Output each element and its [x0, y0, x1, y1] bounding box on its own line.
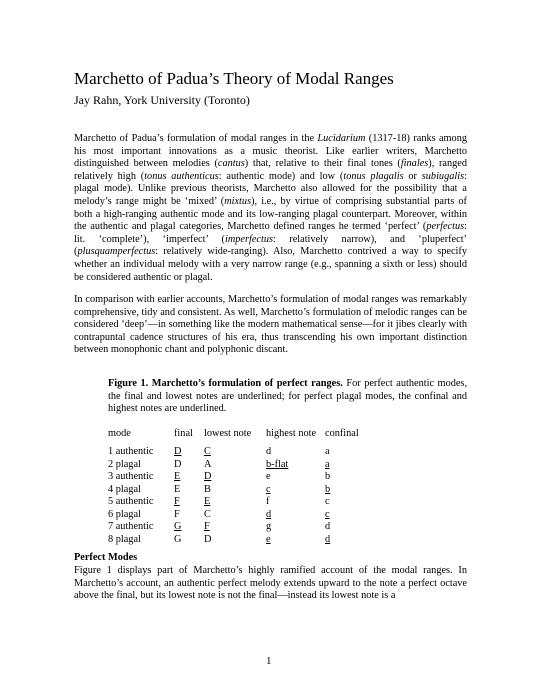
- cell-mode: 5 authentic: [108, 496, 154, 507]
- modal-ranges-table: [108, 428, 375, 546]
- italic-term: Lucidarium: [317, 133, 366, 144]
- cell-final: F: [174, 496, 180, 507]
- cell-highest-note: e: [266, 533, 271, 545]
- figure-caption-text: For perfect authentic modes, the final and lowest notes are underlined; for perfect plagal modes, the confinal and highest notes are underlined.: [108, 378, 468, 415]
- cell-lowest-note: C: [204, 508, 211, 520]
- cell-final: D: [174, 446, 182, 457]
- table-row: [108, 496, 375, 509]
- cell-lowest-note: B: [204, 483, 211, 495]
- column-header-confinal: confinal: [325, 428, 359, 439]
- paragraph-perfect-modes: Figure 1 displays part of Marchetto’s highly ramified account of the modal ranges. In Marchetto’s account, an authentic perfect melody extends upward to the note a perfect octave above the final, but its lowest note is not the final—instead its lowest note is a: [74, 565, 467, 602]
- cell-final: E: [174, 471, 181, 482]
- cell-mode: 3 authentic: [108, 471, 154, 482]
- italic-term: mixtus: [224, 195, 252, 207]
- cell-confinal: b: [325, 471, 331, 482]
- cell-mode: 7 authentic: [108, 521, 154, 532]
- cell-highest-note: f: [266, 496, 270, 507]
- page-number: 1: [266, 655, 272, 667]
- cell-final: G: [174, 533, 182, 545]
- column-header-lowest-note: lowest note: [204, 428, 252, 439]
- cell-confinal: a: [325, 446, 330, 457]
- cell-confinal: d: [325, 521, 331, 532]
- cell-final: E: [174, 483, 181, 495]
- column-header-mode: mode: [108, 428, 131, 439]
- cell-highest-note: d: [266, 508, 272, 520]
- cell-final: F: [174, 508, 180, 520]
- section-heading: Perfect Modes: [74, 552, 138, 563]
- italic-term: tonus authenticus: [144, 170, 219, 182]
- cell-lowest-note: C: [204, 446, 211, 457]
- paragraph-comparison: In comparison with earlier accounts, Marchetto’s formulation of modal ranges was remarkably comprehensive, tidy and consistent. As well, Marchetto’s formulation of melodic ranges can be considered ‘deep’—in something like the modern mathematical sense—for it jibes clearly with contrapuntal cadence structures of his era, thus transcending his own important distinction between monophonic chant and polyphonic discant.: [74, 294, 467, 356]
- table-row: [108, 521, 375, 534]
- cell-confinal: d: [325, 533, 331, 545]
- cell-highest-note: d: [266, 446, 272, 457]
- table-row: [108, 446, 375, 459]
- cell-lowest-note: E: [204, 496, 211, 507]
- cell-confinal: b: [325, 483, 331, 495]
- cell-highest-note: e: [266, 471, 271, 482]
- cell-lowest-note: A: [204, 458, 212, 470]
- cell-confinal: c: [325, 496, 330, 507]
- paragraph-intro: Marchetto of Padua’s formulation of modal ranges in the Lucidarium (1317-18) ranks among his most important innovations as a music theorist. Like earlier writers, Marchetto distinguished between melodies (cantus) that, relative to their final tones (finales), ranged relatively high (tonus authenticus: authentic mode) and low (tonus plagalis or subiugalis: plagal mode). Unlike previous theorists, Marchetto also allowed for the possibility that a melody’s range might be ‘mixed’ (mixtus), i.e., by virtue of comprising substantial parts of both a high-ranging authentic mode and its low-ranging plagal counterpart. Moreover, within the authentic and plagal categories, Marchetto defined ranges he termed ‘perfect’ (perfectus: lit. ‘complete’), ‘imperfect’ (imperfectus: relatively narrow), and ‘pluperfect’ (plusquamperfectus: relatively wide-ranging). Also, Marchetto contrived a way to specify whether an individual melody with a very narrow range (e.g., spanning a sixth or less) should be considered authentic or plagal.: [74, 133, 468, 283]
- author-line: Jay Rahn, York University (Toronto): [74, 93, 250, 107]
- italic-term: cantus: [217, 158, 245, 170]
- cell-highest-note: g: [266, 521, 272, 532]
- italic-term: subiugalis: [421, 170, 465, 182]
- cell-final: D: [174, 458, 182, 470]
- column-header-highest-note: highest note: [266, 428, 317, 439]
- cell-mode: 2 plagal: [108, 458, 141, 470]
- cell-mode: 8 plagal: [108, 533, 141, 545]
- page-title: Marchetto of Padua’s Theory of Modal Ranges: [74, 69, 394, 88]
- figure-caption: [108, 378, 467, 416]
- cell-mode: 4 plagal: [108, 483, 141, 495]
- italic-term: imperfectus: [224, 233, 273, 245]
- cell-final: G: [174, 521, 182, 532]
- table-row: [108, 484, 375, 497]
- table-row: [108, 471, 375, 484]
- table-header-row: [108, 428, 375, 446]
- table-row: [108, 509, 375, 522]
- cell-confinal: c: [325, 508, 330, 520]
- cell-lowest-note: F: [204, 521, 210, 532]
- cell-lowest-note: D: [204, 471, 212, 482]
- table-row: [108, 534, 375, 547]
- italic-term: perfectus: [426, 221, 465, 233]
- italic-term: plusquamperfectus: [77, 246, 156, 258]
- cell-highest-note: c: [266, 483, 271, 495]
- cell-mode: 1 authentic: [108, 446, 154, 457]
- column-header-final: final: [174, 428, 193, 439]
- cell-confinal: a: [325, 458, 330, 470]
- italic-term: finales: [400, 158, 429, 170]
- table-row: [108, 459, 375, 472]
- cell-mode: 6 plagal: [108, 508, 141, 520]
- cell-lowest-note: D: [204, 533, 212, 545]
- italic-term: tonus plagalis: [343, 170, 404, 182]
- figure-label: Figure 1. Marchetto’s formulation of perfect ranges.: [108, 378, 343, 389]
- cell-highest-note: b-flat: [266, 458, 289, 470]
